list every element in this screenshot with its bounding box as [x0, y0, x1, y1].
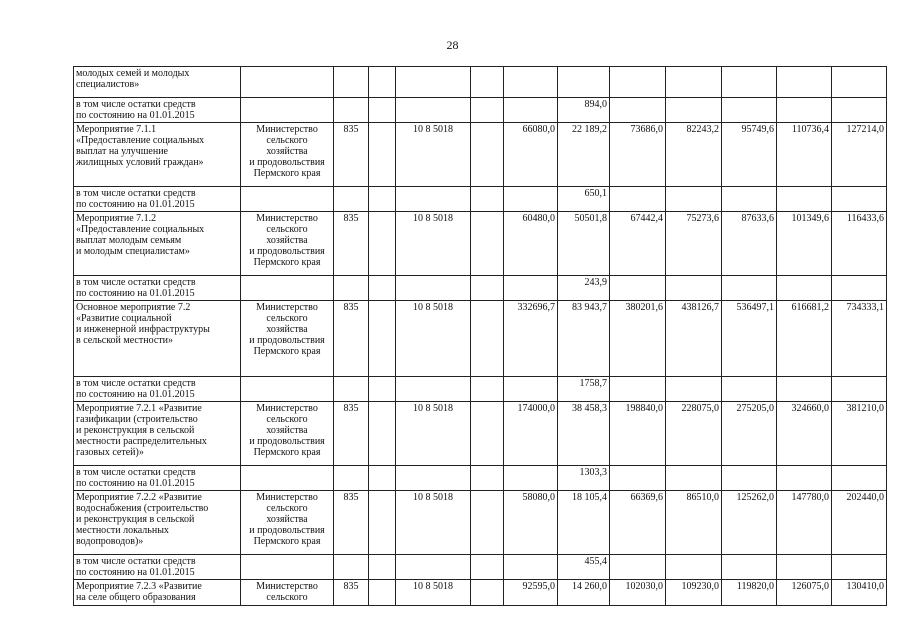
amount-cell — [610, 377, 666, 402]
program-name-line: в том числе остатки средств — [76, 467, 196, 478]
program-name-line: местности локальных — [76, 525, 169, 536]
program-name-line: Мероприятие 7.2.1 «Развитие — [76, 403, 202, 414]
amount-cell — [504, 187, 558, 212]
program-name-line: на селе общего образования — [76, 592, 196, 603]
amount-cell — [722, 67, 777, 98]
program-name-cell — [74, 98, 241, 123]
amount-cell — [722, 276, 777, 301]
executor-cell — [241, 491, 334, 555]
executor-line: хозяйства — [266, 235, 308, 246]
table-row — [74, 123, 887, 187]
amount-cell: 92595,0 — [504, 580, 558, 606]
executor-line: Министерство — [256, 302, 318, 313]
table-row — [74, 377, 887, 402]
amount-cell: 650,1 — [558, 187, 610, 212]
program-name-line: и реконструкция в сельской — [76, 425, 195, 436]
amount-cell: 73686,0 — [610, 123, 666, 187]
target-article-cell — [396, 555, 471, 580]
amount-cell: 66080,0 — [504, 123, 558, 187]
program-name-line: Мероприятие 7.1.1 — [76, 124, 157, 135]
table-row — [74, 402, 887, 466]
executor-line: Пермского края — [253, 536, 321, 547]
amount-cell — [610, 187, 666, 212]
program-name-line: водоснабжения (строительство — [76, 503, 209, 514]
amount-cell — [504, 466, 558, 491]
executor-cell — [241, 301, 334, 377]
table-row — [74, 276, 887, 301]
program-name-cell — [74, 402, 241, 466]
executor-line: Пермского края — [253, 447, 321, 458]
section-code-cell — [369, 123, 396, 187]
grbs-code-cell: 835 — [334, 212, 369, 276]
program-name-line: по состоянию на 01.01.2015 — [76, 110, 195, 121]
program-name-line: в том числе остатки средств — [76, 277, 196, 288]
table-row — [74, 98, 887, 123]
executor-cell — [241, 466, 334, 491]
amount-cell: 116433,6 — [832, 212, 887, 276]
amount-cell: 87633,6 — [722, 212, 777, 276]
program-name-cell — [74, 187, 241, 212]
grbs-code-cell: 835 — [334, 123, 369, 187]
program-name-line: и инженерной инфраструктуры — [76, 324, 210, 335]
target-article-cell — [396, 276, 471, 301]
amount-cell: 75273,6 — [666, 212, 722, 276]
budget-table — [73, 66, 887, 606]
grbs-code-cell — [334, 466, 369, 491]
executor-cell — [241, 377, 334, 402]
program-name-line: «Развитие социальной — [76, 313, 172, 324]
executor-line: и продовольствия — [249, 246, 325, 257]
grbs-code-cell — [334, 276, 369, 301]
program-name-line: «Предоставление социальных — [76, 224, 205, 235]
amount-cell: 127214,0 — [832, 123, 887, 187]
executor-line: Пермского края — [253, 346, 321, 357]
executor-cell — [241, 580, 334, 606]
amount-cell — [722, 466, 777, 491]
program-name-cell — [74, 212, 241, 276]
amount-cell — [777, 377, 832, 402]
amount-cell: 83 943,7 — [558, 301, 610, 377]
target-article-cell — [396, 98, 471, 123]
amount-cell — [832, 67, 887, 98]
expense-type-cell — [471, 377, 504, 402]
amount-cell — [722, 187, 777, 212]
amount-cell: 174000,0 — [504, 402, 558, 466]
amount-cell — [610, 276, 666, 301]
section-code-cell — [369, 187, 396, 212]
program-name-cell — [74, 491, 241, 555]
executor-line: Министерство — [256, 492, 318, 503]
amount-cell — [504, 377, 558, 402]
program-name-line: жилищных условий граждан» — [76, 157, 204, 168]
executor-line: Пермского края — [253, 168, 321, 179]
expense-type-cell — [471, 123, 504, 187]
executor-cell — [241, 123, 334, 187]
amount-cell: 125262,0 — [722, 491, 777, 555]
amount-cell — [832, 377, 887, 402]
expense-type-cell — [471, 212, 504, 276]
program-name-line: местности распределительных — [76, 436, 207, 447]
program-name-line: специалистов» — [76, 79, 140, 90]
table-row — [74, 301, 887, 377]
executor-cell — [241, 67, 334, 98]
budget-table-body — [74, 67, 887, 606]
executor-line: и продовольствия — [249, 157, 325, 168]
target-article-cell — [396, 67, 471, 98]
program-name-line: Мероприятие 7.2.2 «Развитие — [76, 492, 202, 503]
amount-cell: 82243,2 — [666, 123, 722, 187]
amount-cell — [610, 98, 666, 123]
amount-cell: 86510,0 — [666, 491, 722, 555]
expense-type-cell — [471, 491, 504, 555]
expense-type-cell — [471, 301, 504, 377]
amount-cell: 455,4 — [558, 555, 610, 580]
amount-cell: 58080,0 — [504, 491, 558, 555]
amount-cell: 275205,0 — [722, 402, 777, 466]
executor-cell — [241, 276, 334, 301]
table-row — [74, 466, 887, 491]
expense-type-cell — [471, 276, 504, 301]
grbs-code-cell: 835 — [334, 491, 369, 555]
program-name-cell — [74, 67, 241, 98]
program-name-line: по состоянию на 01.01.2015 — [76, 199, 195, 210]
amount-cell: 67442,4 — [610, 212, 666, 276]
section-code-cell — [369, 555, 396, 580]
amount-cell — [558, 67, 610, 98]
section-code-cell — [369, 402, 396, 466]
executor-line: сельского — [266, 313, 308, 324]
target-article-cell — [396, 466, 471, 491]
program-name-cell — [74, 555, 241, 580]
executor-cell — [241, 555, 334, 580]
expense-type-cell — [471, 580, 504, 606]
target-article-cell — [396, 187, 471, 212]
amount-cell: 130410,0 — [832, 580, 887, 606]
amount-cell — [666, 377, 722, 402]
expense-type-cell — [471, 402, 504, 466]
amount-cell: 1303,3 — [558, 466, 610, 491]
amount-cell — [666, 187, 722, 212]
amount-cell — [722, 98, 777, 123]
section-code-cell — [369, 276, 396, 301]
program-name-line: молодых семей и молодых — [76, 68, 190, 79]
amount-cell: 198840,0 — [610, 402, 666, 466]
executor-line: Пермского края — [253, 257, 321, 268]
amount-cell — [610, 466, 666, 491]
amount-cell: 14 260,0 — [558, 580, 610, 606]
program-name-cell — [74, 377, 241, 402]
executor-line: и продовольствия — [249, 436, 325, 447]
amount-cell: 126075,0 — [777, 580, 832, 606]
program-name-line: и реконструкция в сельской — [76, 514, 195, 525]
amount-cell: 894,0 — [558, 98, 610, 123]
executor-line: сельского — [266, 414, 308, 425]
amount-cell — [832, 98, 887, 123]
amount-cell: 1758,7 — [558, 377, 610, 402]
amount-cell — [777, 67, 832, 98]
amount-cell: 101349,6 — [777, 212, 832, 276]
executor-line: Министерство — [256, 403, 318, 414]
program-name-line: в том числе остатки средств — [76, 378, 196, 389]
amount-cell: 102030,0 — [610, 580, 666, 606]
amount-cell: 380201,6 — [610, 301, 666, 377]
amount-cell — [832, 555, 887, 580]
program-name-line: Мероприятие 7.1.2 — [76, 213, 157, 224]
amount-cell: 438126,7 — [666, 301, 722, 377]
amount-cell — [832, 466, 887, 491]
table-row — [74, 212, 887, 276]
program-name-line: и молодым специалистам» — [76, 246, 190, 257]
target-article-cell: 10 8 5018 — [396, 212, 471, 276]
program-name-line: газификации (строительство — [76, 414, 198, 425]
executor-cell — [241, 98, 334, 123]
amount-cell — [504, 98, 558, 123]
amount-cell: 616681,2 — [777, 301, 832, 377]
executor-cell — [241, 187, 334, 212]
executor-line: сельского — [266, 135, 308, 146]
target-article-cell: 10 8 5018 — [396, 301, 471, 377]
section-code-cell — [369, 301, 396, 377]
section-code-cell — [369, 491, 396, 555]
amount-cell — [832, 187, 887, 212]
amount-cell: 50501,8 — [558, 212, 610, 276]
amount-cell — [832, 276, 887, 301]
amount-cell — [777, 466, 832, 491]
amount-cell — [666, 466, 722, 491]
program-name-line: по состоянию на 01.01.2015 — [76, 288, 195, 299]
grbs-code-cell: 835 — [334, 301, 369, 377]
grbs-code-cell — [334, 98, 369, 123]
executor-line: хозяйства — [266, 425, 308, 436]
amount-cell: 66369,6 — [610, 491, 666, 555]
program-name-line: выплат молодым семьям — [76, 235, 182, 246]
program-name-line: выплат на улучшение — [76, 146, 168, 157]
executor-line: и продовольствия — [249, 335, 325, 346]
program-name-line: по состоянию на 01.01.2015 — [76, 478, 195, 489]
program-name-line: «Предоставление социальных — [76, 135, 205, 146]
grbs-code-cell: 835 — [334, 402, 369, 466]
amount-cell — [777, 187, 832, 212]
executor-line: хозяйства — [266, 146, 308, 157]
program-name-cell — [74, 276, 241, 301]
program-name-line: по состоянию на 01.01.2015 — [76, 567, 195, 578]
amount-cell — [777, 555, 832, 580]
target-article-cell: 10 8 5018 — [396, 123, 471, 187]
amount-cell: 536497,1 — [722, 301, 777, 377]
section-code-cell — [369, 580, 396, 606]
amount-cell: 324660,0 — [777, 402, 832, 466]
amount-cell — [610, 67, 666, 98]
expense-type-cell — [471, 466, 504, 491]
grbs-code-cell — [334, 555, 369, 580]
amount-cell: 332696,7 — [504, 301, 558, 377]
amount-cell: 60480,0 — [504, 212, 558, 276]
program-name-cell — [74, 580, 241, 606]
executor-cell — [241, 212, 334, 276]
section-code-cell — [369, 98, 396, 123]
amount-cell: 95749,6 — [722, 123, 777, 187]
amount-cell: 147780,0 — [777, 491, 832, 555]
expense-type-cell — [471, 187, 504, 212]
amount-cell — [722, 555, 777, 580]
expense-type-cell — [471, 67, 504, 98]
executor-line: хозяйства — [266, 514, 308, 525]
table-row — [74, 187, 887, 212]
amount-cell: 22 189,2 — [558, 123, 610, 187]
executor-line: сельского — [266, 224, 308, 235]
executor-line: и продовольствия — [249, 525, 325, 536]
program-name-cell — [74, 301, 241, 377]
expense-type-cell — [471, 555, 504, 580]
amount-cell — [666, 276, 722, 301]
amount-cell: 734333,1 — [832, 301, 887, 377]
program-name-line: Мероприятие 7.2.3 «Развитие — [76, 581, 202, 592]
amount-cell — [777, 276, 832, 301]
expense-type-cell — [471, 98, 504, 123]
program-name-line: газовых сетей)» — [76, 447, 144, 458]
table-row — [74, 491, 887, 555]
grbs-code-cell — [334, 67, 369, 98]
grbs-code-cell — [334, 187, 369, 212]
target-article-cell: 10 8 5018 — [396, 491, 471, 555]
amount-cell — [666, 98, 722, 123]
program-name-line: в том числе остатки средств — [76, 99, 196, 110]
amount-cell — [666, 67, 722, 98]
target-article-cell: 10 8 5018 — [396, 402, 471, 466]
amount-cell — [777, 98, 832, 123]
amount-cell — [722, 377, 777, 402]
amount-cell: 243,9 — [558, 276, 610, 301]
section-code-cell — [369, 377, 396, 402]
page-number: 28 — [446, 38, 459, 52]
amount-cell: 119820,0 — [722, 580, 777, 606]
amount-cell: 110736,4 — [777, 123, 832, 187]
amount-cell: 202440,0 — [832, 491, 887, 555]
amount-cell — [666, 555, 722, 580]
program-name-cell — [74, 123, 241, 187]
section-code-cell — [369, 212, 396, 276]
amount-cell: 109230,0 — [666, 580, 722, 606]
executor-line: сельского — [266, 592, 308, 603]
executor-cell — [241, 402, 334, 466]
target-article-cell: 10 8 5018 — [396, 580, 471, 606]
amount-cell — [504, 276, 558, 301]
executor-line: Министерство — [256, 213, 318, 224]
amount-cell: 18 105,4 — [558, 491, 610, 555]
grbs-code-cell — [334, 377, 369, 402]
program-name-line: по состоянию на 01.01.2015 — [76, 389, 195, 400]
program-name-line: в сельской местности» — [76, 335, 173, 346]
program-name-line: Основное мероприятие 7.2 — [76, 302, 191, 313]
amount-cell: 381210,0 — [832, 402, 887, 466]
executor-line: хозяйства — [266, 324, 308, 335]
program-name-cell — [74, 466, 241, 491]
table-row — [74, 67, 887, 98]
grbs-code-cell: 835 — [334, 580, 369, 606]
amount-cell: 228075,0 — [666, 402, 722, 466]
section-code-cell — [369, 466, 396, 491]
executor-line: сельского — [266, 503, 308, 514]
table-row — [74, 580, 887, 606]
amount-cell — [610, 555, 666, 580]
program-name-line: в том числе остатки средств — [76, 556, 196, 567]
executor-line: Министерство — [256, 581, 318, 592]
executor-line: Министерство — [256, 124, 318, 135]
program-name-line: водопроводов)» — [76, 536, 144, 547]
amount-cell — [504, 67, 558, 98]
table-row — [74, 555, 887, 580]
program-name-line: в том числе остатки средств — [76, 188, 196, 199]
amount-cell — [504, 555, 558, 580]
target-article-cell — [396, 377, 471, 402]
amount-cell: 38 458,3 — [558, 402, 610, 466]
section-code-cell — [369, 67, 396, 98]
